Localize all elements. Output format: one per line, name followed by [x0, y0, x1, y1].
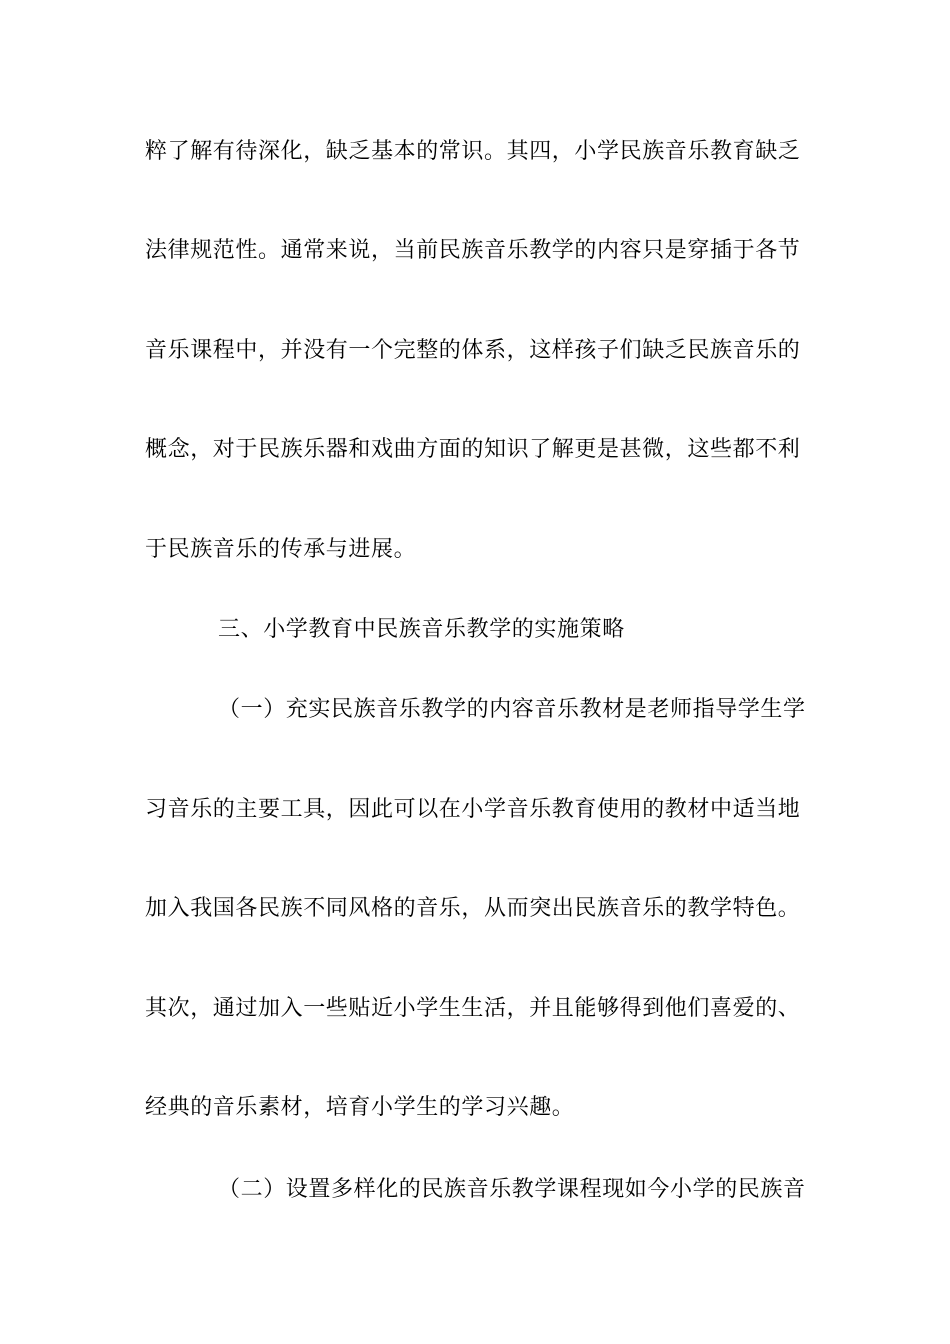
body-text-line: 其次，通过加入一些贴近小学生生活，并且能够得到他们喜爱的、: [145, 996, 801, 1021]
body-text-line: 概念，对于民族乐器和戏曲方面的知识了解更是甚微，这些都不利: [145, 437, 801, 462]
body-text-line: 习音乐的主要工具，因此可以在小学音乐教育使用的教材中适当地: [145, 797, 801, 822]
body-text-line: 音乐课程中，并没有一个完整的体系，这样孩子们缺乏民族音乐的: [145, 338, 801, 363]
body-text-line: 加入我国各民族不同风格的音乐，从而突出民族音乐的教学特色。: [145, 896, 801, 921]
section-heading: 三、小学教育中民族音乐教学的实施策略: [218, 617, 625, 642]
body-text-line: 经典的音乐素材，培育小学生的学习兴趣。: [145, 1095, 575, 1120]
body-text-line: 粹了解有待深化，缺乏基本的常识。其四，小学民族音乐教育缺乏: [145, 139, 801, 164]
subsection-heading: （二）设置多样化的民族音乐教学课程现如今小学的民族音: [218, 1177, 806, 1202]
subsection-heading: （一）充实民族音乐教学的内容音乐教材是老师指导学生学: [218, 697, 806, 722]
body-text-line: 于民族音乐的传承与进展。: [145, 537, 417, 562]
body-text-line: 法律规范性。通常来说，当前民族音乐教学的内容只是穿插于各节: [145, 238, 801, 263]
